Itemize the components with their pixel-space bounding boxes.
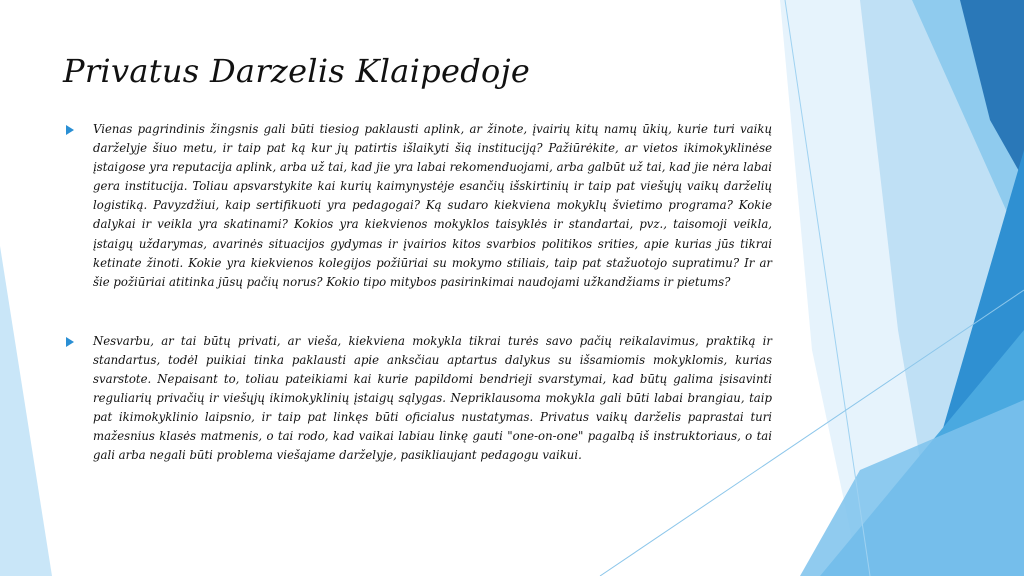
bullet-item: [66, 332, 772, 466]
bullet-text: Vienas pagrindinis žingsnis gali būti tiesiog paklausti aplink, ar žinote, įvairių kitų namų ūkių, kurie turi vaikų darželyje šiuo metu, ir taip pat ką kur jų patirtis išlaikyti šią instituciją? Pažiūrėkite, ar vietos ikimokyklinėse įstaigose yra reputacija aplink, arba už tai, kad jie yra labai rekomenduojami, arba galbūt už tai, kad jie nėra labai gera institucija. Toliau apsvarstykite kai kurių kaimynystėje esančių išskirtinių ir taip pat viešųjų vaikų darželių logistiką. Pavyzdžiui, kaip sertifikuoti yra pedagogai? Ką sudaro kiekviena mokyklų švietimo programa? Kokie dalykai ir veikla yra skatinami? Kokios yra kiekvienos mokyklos taisyklės ir standartai, pvz., taisomoji veikla, įstaigų uždarymas, avarinės situacijos gydymas ir įvairios kitos svarbios politikos srities, apie kurias jūs tikrai ketinate žinoti. Kokie yra kiekvienos kolegijos požiūriai su mokymo stiliais, taip pat stažuotojo supratimu? Ir ar šie požiūriai atitinka jūsų pačių norus? Kokio tipo mitybos pasirinkimai naudojami užkandžiams ir pietums?: [93, 122, 773, 289]
slide-title: Privatus Darzelis Klaipedoje: [63, 52, 531, 90]
bullet-arrow-icon: [66, 125, 74, 135]
bullet-arrow-icon: [66, 337, 74, 347]
slide-body: [66, 120, 772, 466]
left-pale-triangle: [0, 246, 52, 576]
bullet-text: Nesvarbu, ar tai būtų privati, ar vieša, kiekviena mokykla tikrai turės savo pačių reikalavimus, praktiką ir standartus, todėl puikiai tinka paklausti apie anksčiau aptartus dalykus su išsamiomis mokyklomis, kurias svarstote. Nepaisant to, toliau pateikiami kai kurie papildomi bendrieji svarstymai, kad būtų galima įsisavinti reguliarių privačių ir viešųjų ikimokyklinių įstaigų sąlygas. Nepriklausoma mokykla gali būti labai brangiau, taip pat ikimokyklinio laipsnio, ir taip pat linkęs būti oficialus nustatymas. Privatus vaikų darželis paprastai turi mažesnius klasės matmenis, o tai rodo, kad vaikai labiau linkę gauti "one-on-one" pagalbą iš instruktoriaus, o tai gali arba negali būti problema viešajame darželyje, pasikliaujant pedagogu vaikui.: [93, 333, 772, 463]
bullet-item: [66, 120, 772, 292]
